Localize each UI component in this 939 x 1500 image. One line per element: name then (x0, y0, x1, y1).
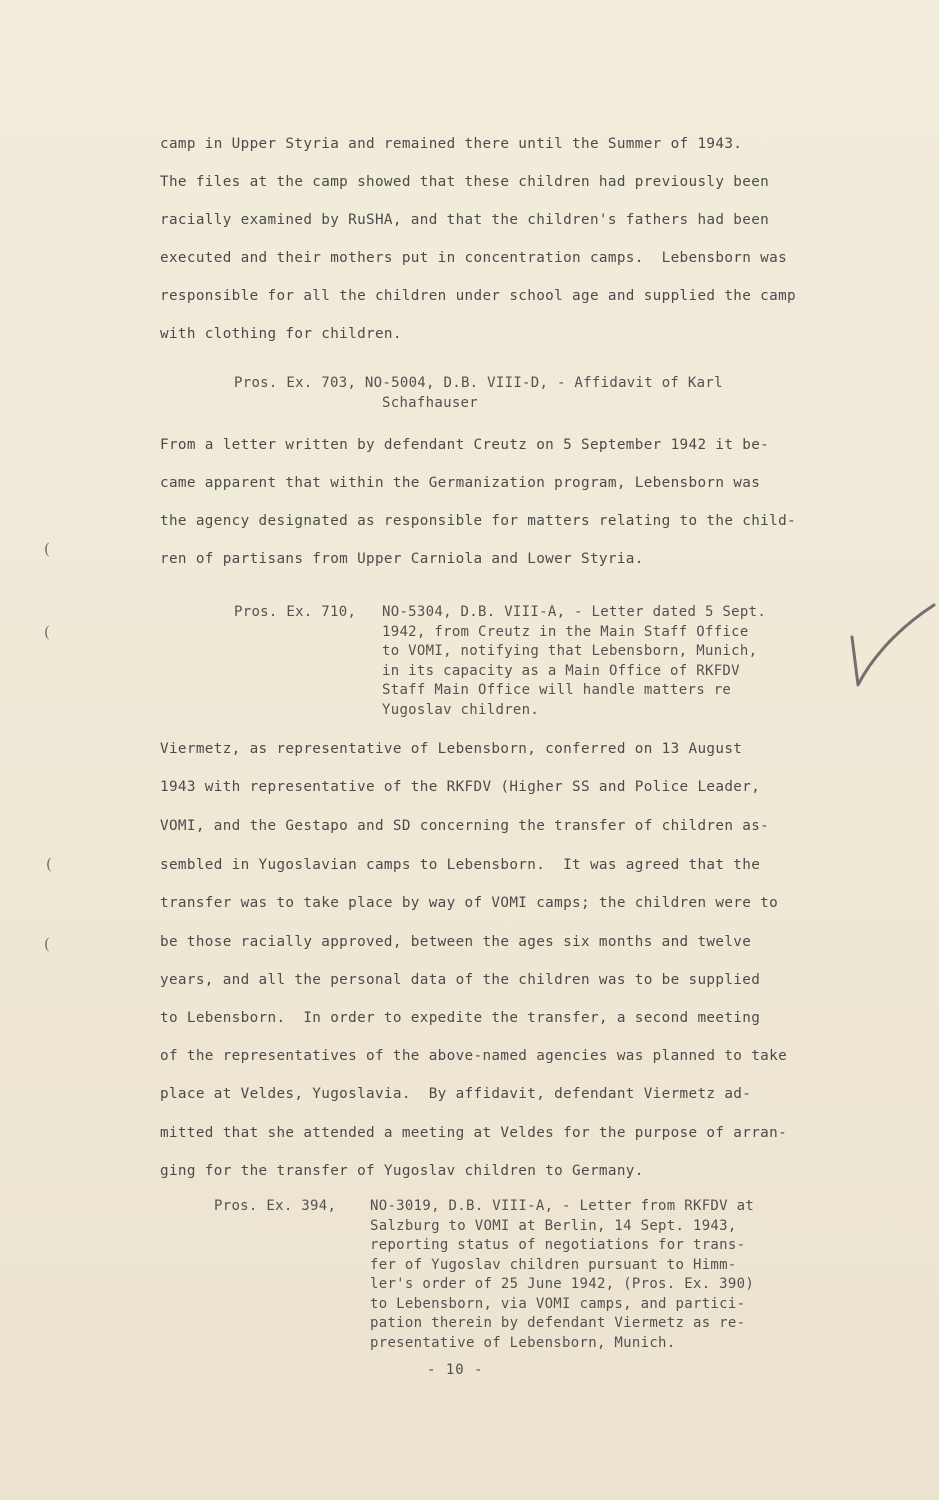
checkmark-icon (846, 595, 936, 690)
text-line: Viermetz, as representative of Lebensborn, conferred on 13 August (160, 741, 743, 757)
text-line: ging for the transfer of Yugoslav children to Germany. (160, 1163, 644, 1179)
citation-line: ler's order of 25 June 1942, (Pros. Ex. 390) (370, 1276, 755, 1292)
text-line: transfer was to take place by way of VOMI camps; the children were to (160, 895, 779, 911)
citation-reference: Pros. Ex. 394, (214, 1198, 337, 1214)
text-line: with clothing for children. (160, 326, 402, 342)
citation-line: to Lebensborn, via VOMI camps, and partici- (370, 1295, 746, 1312)
citation-line: fer of Yugoslav children pursuant to Himm- (370, 1256, 737, 1273)
citation-line: Salzburg to VOMI at Berlin, 14 Sept. 1943, (370, 1217, 737, 1234)
text-line: VOMI, and the Gestapo and SD concerning the transfer of children as- (160, 818, 770, 834)
text-line: sembled in Yugoslavian camps to Lebensborn. It was agreed that the (160, 857, 761, 873)
text-line: executed and their mothers put in concentration camps. Lebensborn was (160, 250, 788, 266)
citation-line: Staff Main Office will handle matters re (382, 682, 732, 698)
text-line: the agency designated as responsible for matters relating to the child- (160, 513, 796, 529)
citation-line: 1942, from Creutz in the Main Staff Office (382, 623, 749, 640)
binder-mark-icon: ( (44, 935, 50, 953)
text-line: of the representatives of the above-named agencies was planned to take (160, 1048, 788, 1064)
text-line: ren of partisans from Upper Carniola and Lower Styria. (160, 551, 644, 567)
citation-line: pation therein by defendant Viermetz as re- (370, 1315, 746, 1331)
text-line: The files at the camp showed that these children had previously been (160, 174, 770, 190)
text-line: years, and all the personal data of the children was to be supplied (160, 972, 761, 988)
citation-line: reporting status of negotiations for trans- (370, 1237, 746, 1253)
binder-mark-icon: ( (46, 855, 52, 873)
citation-line: NO-3019, D.B. VIII-A, - Letter from RKFDV at (370, 1198, 755, 1214)
text-line: place at Veldes, Yugoslavia. By affidavit, defendant Viermetz ad- (160, 1086, 752, 1102)
page-number: - 10 - (427, 1362, 484, 1378)
text-line: racially examined by RuSHA, and that the children's fathers had been (160, 212, 770, 228)
citation-body (370, 1197, 754, 1353)
citation-continuation: Schafhauser (382, 395, 479, 411)
binder-mark-icon: ( (44, 540, 50, 558)
text-line: camp in Upper Styria and remained there until the Summer of 1943. (160, 136, 743, 152)
citation-line: to VOMI, notifying that Lebensborn, Munich, (382, 643, 758, 659)
text-line: to Lebensborn. In order to expedite the transfer, a second meeting (160, 1010, 761, 1026)
text-line: mitted that she attended a meeting at Veldes for the purpose of arran- (160, 1125, 788, 1141)
text-line: came apparent that within the Germanization program, Lebensborn was (160, 475, 761, 491)
text-line: 1943 with representative of the RKFDV (Higher SS and Police Leader, (160, 779, 761, 795)
text-line: be those racially approved, between the ages six months and twelve (160, 934, 752, 950)
citation-line: NO-5304, D.B. VIII-A, - Letter dated 5 Sept. (382, 604, 767, 620)
text-line: From a letter written by defendant Creutz on 5 September 1942 it be- (160, 437, 770, 453)
citation-line: in its capacity as a Main Office of RKFDV (382, 662, 740, 679)
binder-mark-icon: ( (44, 623, 50, 641)
citation-body (382, 603, 766, 720)
citation-reference: Pros. Ex. 710, (234, 604, 357, 620)
citation-reference: Pros. Ex. 703, NO-5004, D.B. VIII-D, - Affidavit of Karl (234, 375, 723, 391)
citation-line: presentative of Lebensborn, Munich. (370, 1334, 676, 1351)
text-line: responsible for all the children under school age and supplied the camp (160, 288, 796, 304)
citation-line: Yugoslav children. (382, 701, 540, 718)
